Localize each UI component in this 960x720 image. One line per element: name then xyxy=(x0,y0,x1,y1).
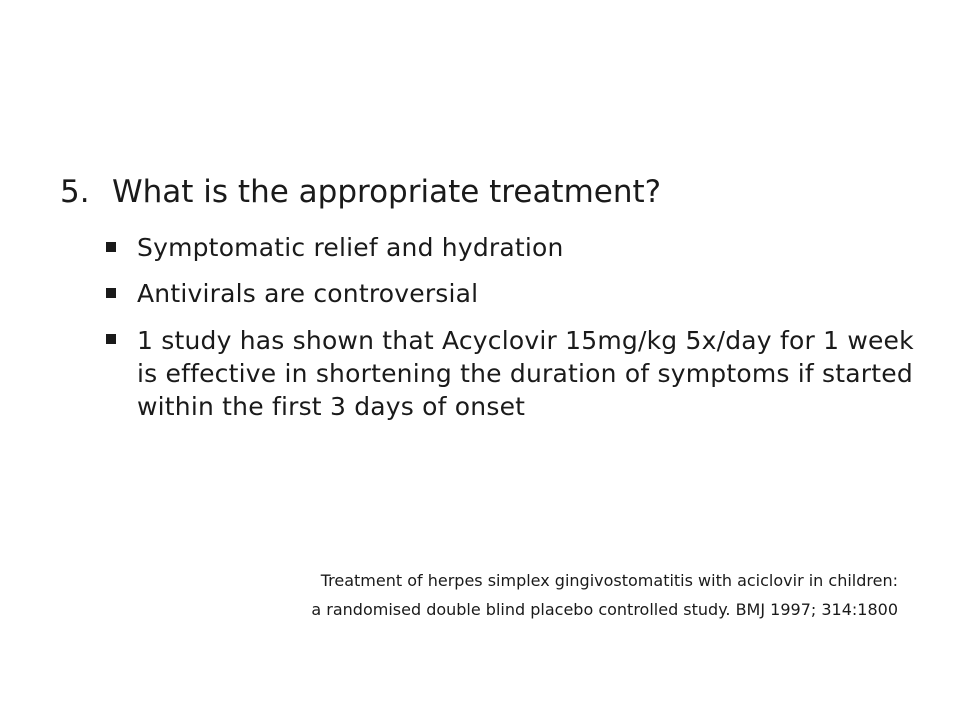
square-bullet-icon xyxy=(106,242,116,252)
bullet-item xyxy=(104,232,924,264)
question-number: 5. xyxy=(60,174,90,210)
citation-line-1: Treatment of herpes simplex gingivostomatitis with aciclovir in children: xyxy=(320,571,898,590)
bullet-item xyxy=(104,324,924,423)
citation xyxy=(198,566,898,624)
bullet-text: Symptomatic relief and hydration xyxy=(137,233,564,262)
square-bullet-icon xyxy=(106,288,116,298)
bullet-text: Antivirals are controversial xyxy=(137,279,479,308)
citation-line-2: a randomised double blind placebo controlled study. BMJ 1997; 314:1800 xyxy=(311,600,898,619)
question-text: What is the appropriate treatment? xyxy=(112,174,662,210)
square-bullet-icon xyxy=(106,334,116,344)
bullet-text: 1 study has shown that Acyclovir 15mg/kg 5x/day for 1 week is effective in shortening the duration of symptoms if started within the first 3 days of onset xyxy=(137,326,914,421)
question-heading xyxy=(60,172,920,212)
bullet-item xyxy=(104,278,924,310)
bullet-list xyxy=(104,232,924,437)
